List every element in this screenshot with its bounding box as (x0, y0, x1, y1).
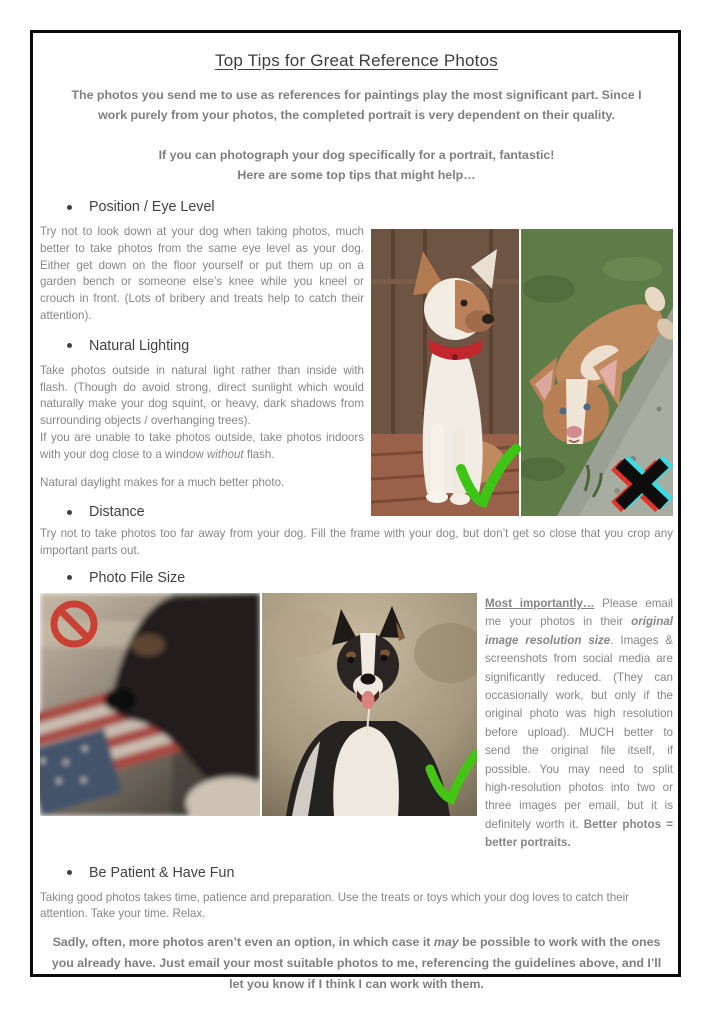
intro-line-2: Here are some top tips that might help… (237, 168, 476, 182)
lighting-body-2-text: If you are unable to take photos outside, take photos indoors with your dog close to a window (40, 430, 364, 461)
intro-paragraph: The photos you send me to use as references for paintings play the most significant part. Since I work purely from your photos, the completed portrait is very dependent on their quality. (71, 88, 642, 122)
section-heading-file-size (67, 570, 673, 586)
closing-italic: may (433, 935, 459, 950)
reference-photo-eye-level-comparison (371, 229, 673, 516)
file-size-emphasis: original image resolution size (485, 615, 673, 647)
page-title: Top Tips for Great Reference Photos (215, 51, 498, 70)
bullet-icon (67, 575, 72, 580)
bullet-icon (67, 343, 72, 348)
closing-seg1: Sadly, often, more photos aren’t even an option, in which case it (52, 935, 434, 950)
section-heading-label: Natural Lighting (89, 337, 190, 354)
section-heading-label: Distance (89, 504, 145, 521)
page-content (33, 33, 678, 995)
tips-columns (40, 199, 673, 520)
patience-body: Taking good photos takes time, patience and preparation. Use the treats or toys which your dog loves to catch their attention. Take your time. Relax. (40, 890, 630, 921)
file-size-row (40, 593, 673, 853)
distance-body: Try not to take photos too far away from your dog. Fill the frame with your dog, but don’t get so close that you crop any important parts out. (40, 527, 673, 558)
bullet-icon (67, 205, 72, 210)
section-heading-patience (67, 865, 673, 881)
bullet-icon (67, 870, 72, 875)
photo-high-res-good (260, 593, 477, 816)
eye-level-photo-column (371, 199, 673, 520)
intro-paragraph-2 (66, 145, 647, 185)
lighting-body-1: Take photos outside in natural light rather than inside with flash. (Though do avoid strong, direct sunlight which would naturally make your dog squint, or heavy, dark shadows from surrounding objects / overhanging trees). (40, 363, 364, 428)
tips-text-column (40, 199, 364, 520)
photo-low-res-bad (40, 593, 278, 816)
lighting-body-3: Natural daylight makes for a much better photo. (40, 475, 285, 489)
file-size-lead: Most importantly… (485, 596, 595, 610)
lighting-body-2-italic: without (206, 447, 244, 461)
section-heading-lighting (67, 338, 364, 354)
page-border (30, 30, 681, 992)
file-size-body (485, 595, 673, 853)
intro-line-1: If you can photograph your dog specifically for a portrait, fantastic! (158, 148, 555, 162)
file-size-bold-tail: Better photos = better portraits. (485, 817, 673, 850)
bullet-icon (67, 510, 72, 515)
section-heading-label: Position / Eye Level (89, 199, 215, 215)
closing-paragraph (44, 932, 669, 995)
section-heading-position (67, 199, 364, 215)
section-heading-label: Be Patient & Have Fun (89, 864, 235, 881)
lighting-body-2-tail: flash. (243, 447, 275, 461)
section-heading-distance (67, 504, 364, 520)
closing-seg2: be possible to work with the ones you already have. Just email your most suitable photos to me, referencing the guidelines above, and I’ll let you know if I think I can work with them. (51, 935, 662, 992)
lighting-body-2 (40, 430, 364, 464)
file-size-photo-column (40, 593, 477, 853)
position-body: Try not to look down at your dog when taking photos, much better to take photos from the same eye level as your dog. Either get down on the floor yourself or put them up on a garden bench or someone else’s knee while you kneel or crouch in front. (Lots of bribery and treats help to catch their attention). (40, 225, 364, 322)
reference-photo-resolution-comparison (40, 593, 477, 816)
file-size-seg2: . Images & screenshots from social media are significantly reduced. (They can occasionally work, but only if the original photo was high resolution before upload). MUCH better to send the original file itself, if possible. You may need to split high-resolution photos into two or three images per email, but it is definitely worth it. (485, 633, 674, 831)
section-heading-label: Photo File Size (89, 569, 186, 586)
file-size-seg1: Please email me your photos in their (485, 596, 673, 629)
